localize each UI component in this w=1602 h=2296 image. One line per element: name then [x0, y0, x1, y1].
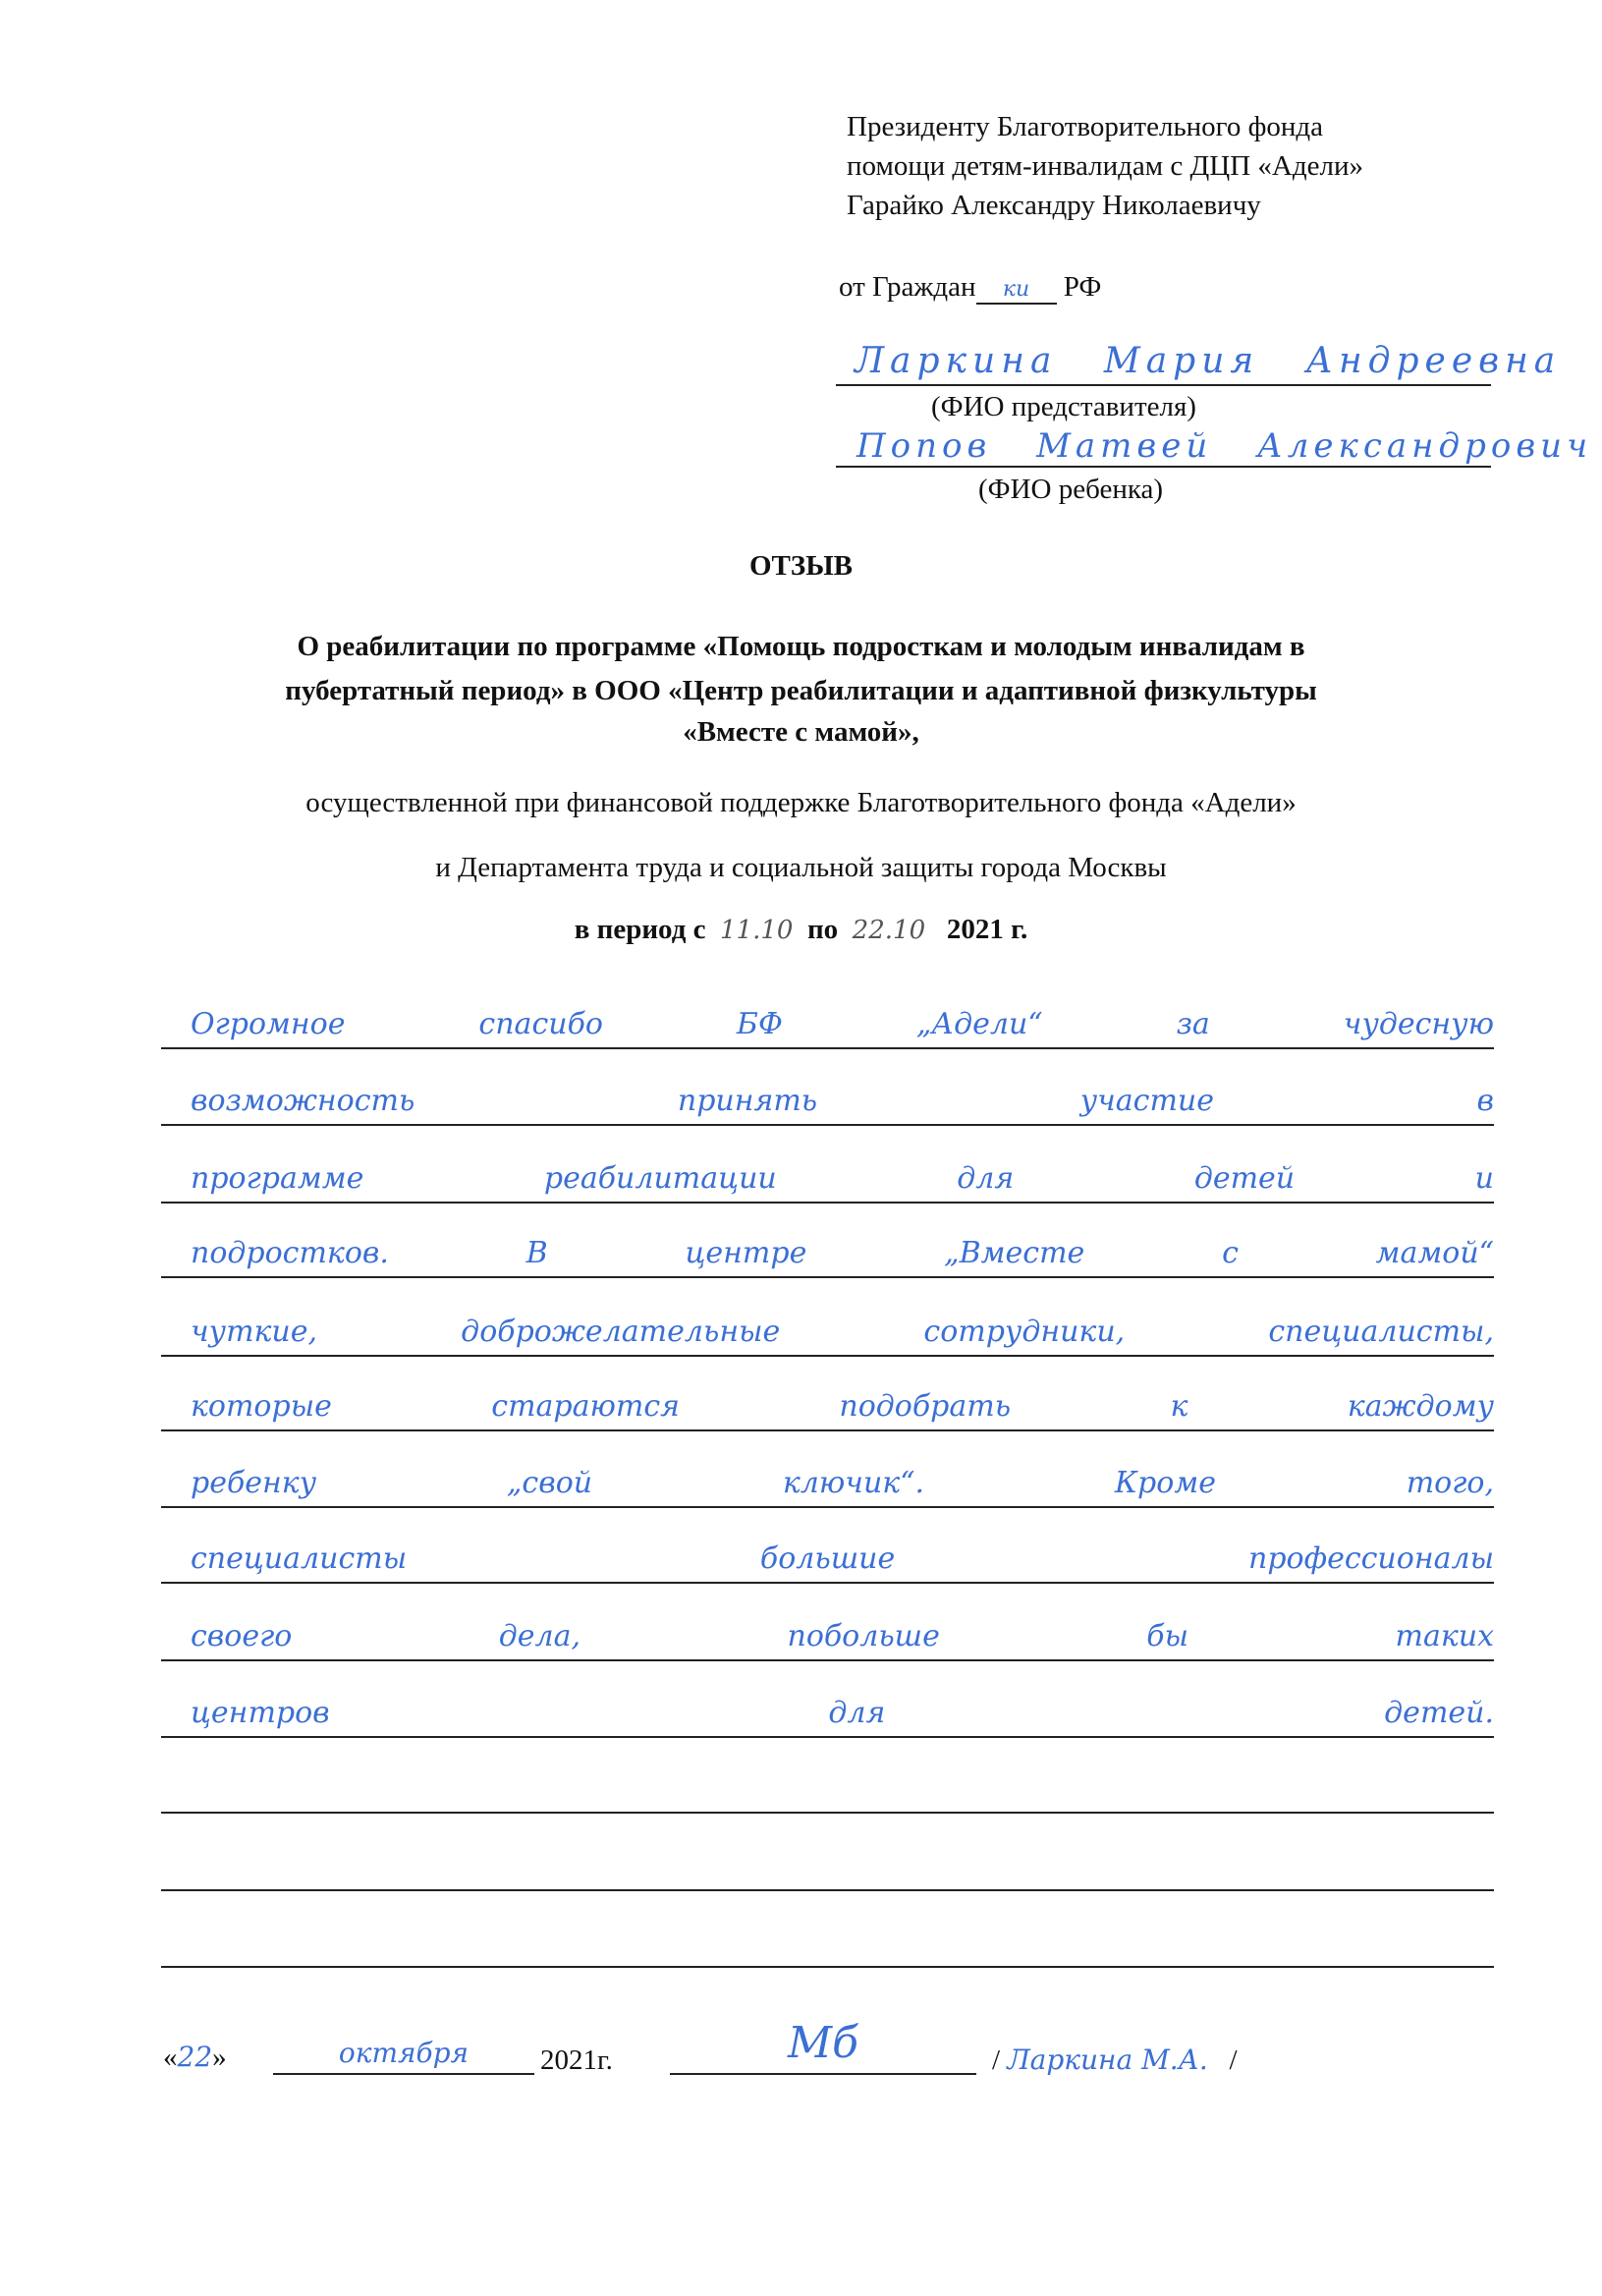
- review-line: [161, 1523, 1494, 1584]
- review-line-text: которые стараются подобрать к каждому: [191, 1389, 1494, 1424]
- representative-line: [836, 384, 1491, 386]
- support-line-1: осуществленной при финансовой поддержке Благотворительного фонда «Адели»: [305, 787, 1297, 818]
- signature: Мб: [788, 2018, 858, 2068]
- review-line-text: возможность принять участие в: [191, 1084, 1494, 1118]
- day-open-quote: «: [163, 2042, 178, 2073]
- ruled-line: [161, 1966, 1494, 1968]
- ruled-line: [161, 1202, 1494, 1204]
- ruled-line: [161, 1124, 1494, 1126]
- review-line: [161, 1296, 1494, 1357]
- review-line: [161, 1830, 1494, 1891]
- signature-field: [670, 2014, 976, 2075]
- review-line-text: специалисты большие профессионалы: [191, 1541, 1494, 1576]
- ruled-line: [161, 1047, 1494, 1049]
- review-line: [161, 988, 1494, 1049]
- review-line-text: Огромное спасибо БФ „Адели“ за чудесную: [191, 1007, 1494, 1041]
- document-heading: ОТЗЫВ: [748, 550, 854, 582]
- day-close-quote: »: [212, 2042, 227, 2073]
- review-line-text: центров для детей.: [191, 1696, 1494, 1730]
- addressee-line-3: Гарайко Александру Николаевичу: [847, 190, 1261, 221]
- review-line-text: своего дела, побольше бы таких: [191, 1619, 1494, 1653]
- period-line: [0, 913, 1602, 947]
- review-line-text: чуткие, доброжелательные сотрудники, специалисты,: [191, 1315, 1494, 1349]
- day-value: 22: [177, 2041, 213, 2073]
- title-line-2: пубертатный период» в ООО «Центр реабилитации и адаптивной физкультуры: [285, 675, 1317, 706]
- review-line: [161, 1371, 1494, 1431]
- review-line: [161, 1143, 1494, 1204]
- ruled-line: [161, 1429, 1494, 1431]
- review-line: [161, 1907, 1494, 1968]
- period-from: 11.10: [720, 916, 794, 945]
- ruled-line: [161, 1276, 1494, 1278]
- ruled-line: [161, 1355, 1494, 1357]
- child-label: (ФИО ребенка): [978, 474, 1164, 505]
- citizenship-fill: ки: [976, 274, 1057, 305]
- name-close-slash: /: [1229, 2044, 1238, 2076]
- title-line-3: «Вместе с мамой»,: [683, 716, 919, 748]
- date-month: октября: [338, 2037, 470, 2069]
- child-name: Попов Матвей Александрович: [856, 426, 1593, 466]
- period-year: 2021 г.: [946, 914, 1028, 945]
- child-line: [836, 466, 1491, 468]
- review-line: [161, 1753, 1494, 1814]
- date-day: [163, 2041, 227, 2074]
- name-value: Ларкина М.А.: [1007, 2044, 1208, 2076]
- addressee-line-1: Президенту Благотворительного фонда: [847, 111, 1324, 142]
- signatory-name: [992, 2044, 1238, 2077]
- ruled-line: [161, 1582, 1494, 1584]
- review-line-text: программе реабилитации для детей и: [191, 1161, 1494, 1196]
- citizenship-suffix: РФ: [1063, 271, 1102, 303]
- review-line: [161, 1447, 1494, 1508]
- ruled-line: [161, 1889, 1494, 1891]
- review-line: [161, 1217, 1494, 1278]
- ruled-line: [161, 1506, 1494, 1508]
- review-line: [161, 1065, 1494, 1126]
- addressee-line-2: помощи детям-инвалидам с ДЦП «Адели»: [847, 150, 1363, 182]
- representative-name: Ларкина Мария Андреевна: [855, 341, 1562, 381]
- ruled-line: [161, 1659, 1494, 1661]
- review-line-text: ребенку „свой ключик“. Кроме того,: [191, 1466, 1494, 1500]
- review-line: [161, 1677, 1494, 1738]
- name-open-slash: /: [992, 2044, 1001, 2076]
- ruled-line: [161, 1812, 1494, 1814]
- representative-label: (ФИО представителя): [931, 391, 1196, 422]
- citizenship-prefix: от Граждан: [839, 271, 976, 303]
- period-prefix: в период с: [574, 914, 706, 945]
- review-line-text: подростков. В центре „Вместе с мамой“: [191, 1236, 1494, 1270]
- review-line: [161, 1600, 1494, 1661]
- period-to: 22.10: [852, 916, 926, 945]
- support-line-2: и Департамента труда и социальной защиты города Москвы: [435, 852, 1167, 883]
- citizenship-line: [839, 270, 1101, 305]
- date-year: 2021г.: [540, 2044, 613, 2076]
- ruled-line: [161, 1736, 1494, 1738]
- title-line-1: О реабилитации по программе «Помощь подросткам и молодым инвалидам в: [297, 631, 1305, 662]
- date-month-field: [273, 2024, 534, 2075]
- period-mid: по: [806, 914, 839, 945]
